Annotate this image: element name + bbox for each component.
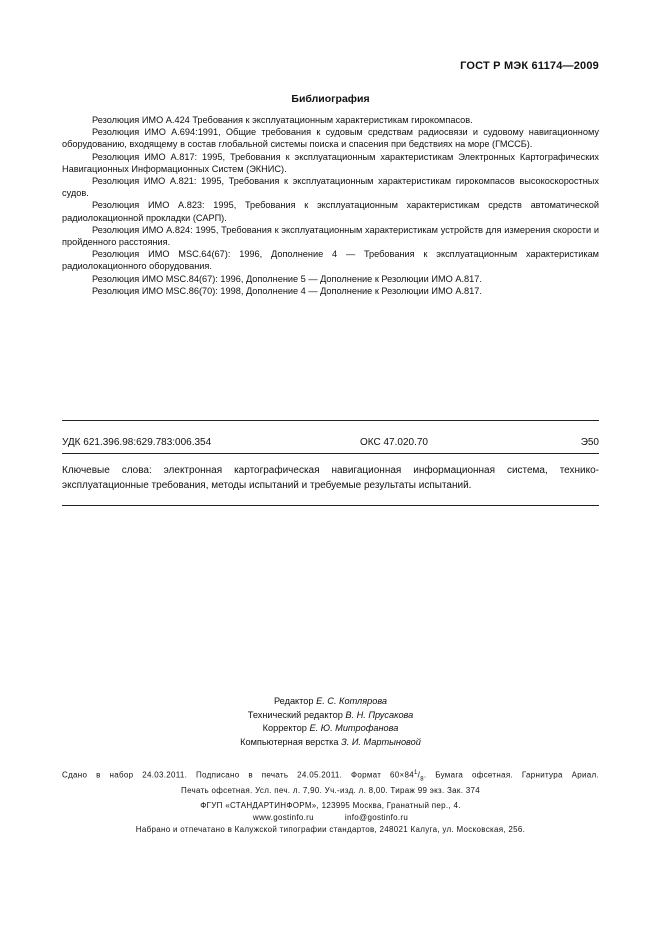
oks-code: ОКС 47.020.70 [360, 437, 428, 448]
layout-name: З. И. Мартыновой [341, 736, 421, 747]
document-code: ГОСТ Р МЭК 61174—2009 [460, 60, 599, 72]
imprint-text-a: Сдано в набор 24.03.2011. Подписано в печать 24.05.2011. Формат 60×84 [62, 770, 415, 780]
imprint-line-2: Печать офсетная. Усл. печ. л. 7,90. Уч.-изд. л. 8,00. Тираж 99 экз. Зак. 374 [181, 786, 480, 796]
editor-name: Е. С. Котлярова [316, 696, 388, 706]
keywords: Ключевые слова: электронная картографическая навигационная информационная система, технико-эксплуатационные требования, методы испытаний и требуемые результаты испытаний. [62, 465, 599, 491]
publisher-contacts [0, 812, 661, 824]
credits-block [0, 695, 661, 749]
tech-editor-label: Технический редактор [247, 709, 343, 720]
bibliography-entry: Резолюция ИМО MSC.86(70): 1998, Дополнение 4 — Дополнение к Резолюции ИМО А.817. [92, 285, 482, 296]
layout-label: Компьютерная верстка [240, 736, 339, 747]
udc-code: УДК 621.396.98:629.783:006.354 [62, 437, 212, 448]
bibliography-entry: Резолюция ИМО А.424 Требования к эксплуатационным характеристикам гирокомпасов. [92, 115, 473, 125]
format-numerator: 1 [414, 770, 418, 776]
format-denominator: 8 [420, 776, 424, 783]
category-code: Э50 [580, 437, 599, 448]
tech-editor-name: В. Н. Прусакова [345, 709, 414, 720]
layout-line [0, 736, 661, 750]
printing-house: Набрано и отпечатано в Калужской типографии стандартов, 248021 Калуга, ул. Московская, 256. [135, 825, 526, 834]
bibliography-entry: Резолюция ИМО А.817: 1995, Требования к эксплуатационным характеристикам Электронных Картографических Навигационных Информационных Систем (ЭКНИС). [62, 151, 599, 174]
publisher-website: www.gostinfo.ru [252, 813, 314, 822]
divider-top [62, 420, 599, 421]
bibliography-list [62, 114, 599, 297]
proofreader-line [0, 722, 661, 736]
publisher-email: info@gostinfo.ru [344, 813, 409, 822]
bibliography-entry: Резолюция ИМО А.821: 1995, Требования к эксплуатационным характеристикам гирокомпасов высокоскоростных судов. [62, 176, 599, 199]
publisher-block [0, 800, 661, 836]
imprint-block [62, 767, 599, 797]
bibliography-entry: Резолюция ИМО А.823: 1995, Требования к эксплуатационным характеристикам средств автоматической радиолокационной прокладки (САРП). [62, 200, 599, 223]
bibliography-entry: Резолюция ИМО А.694:1991, Общие требования к судовым средствам радиосвязи и судовому навигационному оборудованию, входящему в состав глобальной системы поиска и спасения при бедствиях на море (ГМССБ). [62, 127, 599, 150]
publisher-address: ФГУП «СТАНДАРТИНФОРМ», 123995 Москва, Гранатный пер., 4. [200, 801, 461, 810]
divider-bottom [62, 505, 599, 506]
editor-line [0, 695, 661, 709]
bibliography-entry: Резолюция ИМО MSC.84(67): 1996, Дополнение 5 — Дополнение к Резолюции ИМО А.817. [92, 273, 482, 284]
bibliography-title: Библиография [291, 93, 370, 105]
tech-editor-line [0, 709, 661, 723]
proofreader-label: Корректор [262, 723, 307, 733]
proofreader-name: Е. Ю. Митрофанова [309, 723, 399, 733]
editor-label: Редактор [273, 696, 314, 706]
bibliography-entry: Резолюция ИМО MSC.64(67): 1996, Дополнение 4 — Требования к эксплуатационным характеристикам радиолокационного оборудования. [62, 249, 599, 272]
divider-middle [62, 453, 599, 454]
bibliography-entry: Резолюция ИМО А.824: 1995, Требования к эксплуатационным характеристикам устройств для измерения скорости и пройденного расстояния. [62, 224, 599, 248]
imprint-text-b: . Бумага офсетная. Гарнитура Ариал. [423, 770, 599, 780]
imprint-line-1: Сдано в набор 24.03.2011. Подписано в печать 24.05.2011. Формат $60\times 84^1/_8$. Бумага офсетная. Гарнитура Ариал. [62, 770, 599, 783]
